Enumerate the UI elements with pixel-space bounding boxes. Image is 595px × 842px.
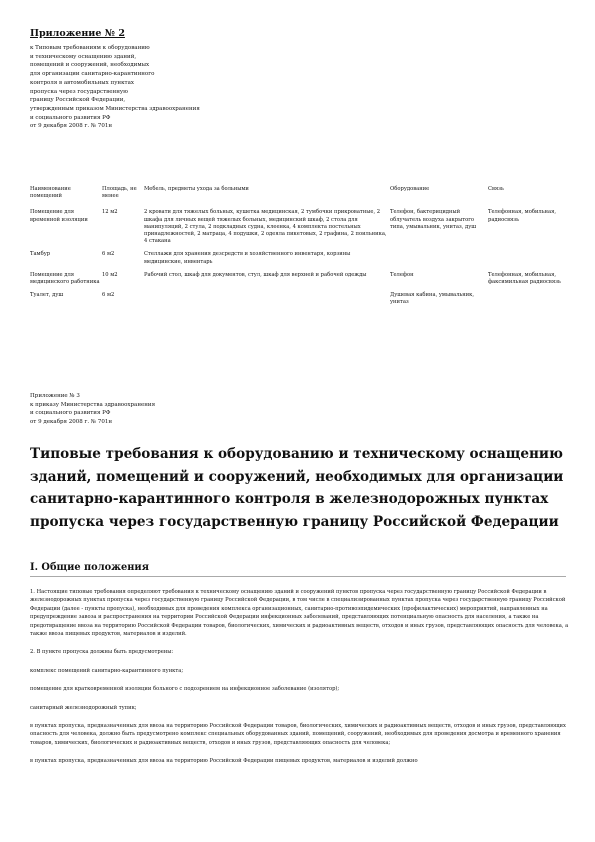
appendix-line: контроля в автомобильных пунктах: [30, 79, 134, 86]
table-cell: Рабочий стол, шкаф для документов, стул, шкаф для верхней и рабочей одежды: [144, 271, 367, 278]
appendix-line: границу Российской Федерации,: [30, 97, 126, 104]
table-cell: 6 м2: [102, 292, 115, 299]
appendix-line: Приложение № 3: [30, 393, 80, 399]
column-header: Мебель, предметы ухода за больными: [144, 186, 249, 192]
paragraph: 1. Настоящие типовые требования определяют требования к техническому оснащению зданий и сооружений пунктов пропуска через государственную границу Российской Федерации в железнодорожных пунктах пропуска через государственную границу Российской Федерации, в том числе в специализированных пунктах пропуска через государственную границу Российской Федерации (далее - пункты пропуска), необходимых для проведения комплекса организационных, санитарно-противоэпидемических (профилактических) мероприятий, направленных на предупреждение завоза и распространения на территории Российской Федерации инфекционных заболеваний, представляющих потенциальную опасность для населения, а также на предотвращение ввоза на территорию Российской Федерации товаров, биологических, химических и радиоактивных веществ, отходов и иных грузов, представляющих опасность для человека, а также ввоза пищевых продуктов, материалов и изделий.: [30, 589, 569, 638]
appendix-line: к Типовым требованиям к оборудованию: [30, 45, 150, 51]
table-cell: Помещение для временной изоляции: [30, 209, 88, 223]
appendix-line: от 9 декабря 2008 г. № 701н: [30, 123, 112, 130]
column-header: Связь: [488, 186, 504, 192]
section-divider: [30, 576, 566, 577]
table-cell: Телефон, бактерицидный облучатель воздуха закрытого типа, умывальник, унитаз, душ: [390, 209, 477, 230]
appendix-title: Приложение № 2: [30, 28, 125, 39]
appendix-line: для организации санитарно-карантинного: [30, 71, 155, 78]
table-cell: [390, 251, 488, 271]
paragraph: в пунктах пропуска, предназначенных для ввоза на территорию Российской Федерации товаров, биологических, химических и радиоактивных веществ, отходов и иных грузов, представляющих опасность для человека, должно быть предусмотрено комплекс специальных оборудованных зданий, помещений, сооружений, необходимых для проведения досмотра и временного хранения товаров, химических, биологических и радиоактивных веществ, отходов и иных грузов, представляющих опасность для человека;: [30, 723, 566, 746]
table-row: [30, 209, 570, 251]
appendix-line: к приказу Министерства здравоохранения: [30, 401, 156, 408]
table-cell: Телефонная, мобильная, факсимильная радиосвязь: [488, 271, 561, 286]
equipment-table: [30, 186, 570, 313]
document-body: [30, 588, 570, 776]
table-cell: [144, 292, 390, 312]
table-row: [30, 272, 570, 292]
table-cell: [488, 251, 570, 271]
document-title: Типовые требования к оборудованию и техническому оснащению зданий, помещений и сооружений, необходимых для организации санитарно-карантинного контроля в железнодорожных пунктах пропуска через государственную границу Российской Федерации: [30, 446, 564, 530]
appendix-3-reference: [30, 392, 155, 426]
appendix-reference: [30, 44, 200, 131]
table-cell: Телефонная, мобильная, радиосвязь: [488, 209, 556, 223]
table-cell: Тамбур: [30, 251, 51, 258]
paragraph: в пунктах пропуска, предназначенных для ввоза на территорию Российской Федерации пищевых продуктов, материалов и изделий должно: [30, 758, 418, 765]
table-cell: 10 м2: [102, 271, 118, 278]
appendix-line: пропуска через государственную: [30, 88, 128, 95]
table-cell: Стеллажи для хранения дезсредств и хозяйственного инвентаря, корзины медицинские, инвентарь: [144, 251, 351, 265]
paragraph: помещение для кратковременной изоляции больного с подозрением на инфекционное заболевание (изолятор);: [30, 686, 340, 693]
table-cell: 12 м2: [102, 209, 118, 216]
table-row: [30, 251, 570, 271]
table-cell: Помещение для медицинского работника: [30, 271, 100, 286]
paragraph: комплекс помещений санитарно-карантинного пункта;: [30, 667, 184, 674]
table-cell: Телефон: [390, 271, 414, 278]
appendix-line: и социального развития РФ: [30, 410, 111, 417]
appendix-line: от 9 декабря 2008 г. № 701н: [30, 418, 112, 425]
appendix-line: и техническому оснащению зданий,: [30, 53, 137, 60]
table-header-row: [30, 186, 570, 209]
table-cell: [488, 292, 570, 312]
appendix-line: и социального развития РФ: [30, 114, 111, 121]
table-cell: 2 кровати для тяжелых больных, кушетка медицинская, 2 тумбочки прикроватные, 2 шкафа для личных вещей тяжелых больных, медицинский шкаф, 2 стола для манипуляций, 2 стула, 2 подкладных судна, клеенка, 4 комплекта постельных принадлежностей, 2 матраца, 4 подушки, 2 одеяла пикетовых, 2 графина, 2 поильника, 4 стакана: [144, 209, 387, 245]
appendix-line: утвержденным приказом Министерства здравоохранения: [30, 105, 200, 112]
table-cell: Душевая кабина, умывальник, унитаз: [390, 292, 475, 306]
appendix-line: помещений и сооружений, необходимых: [30, 62, 150, 69]
table-cell: Туалет, душ: [30, 292, 64, 299]
column-header: Площадь, не менее: [102, 186, 137, 200]
paragraph: санитарный железнодорожный тупик;: [30, 704, 137, 711]
section-heading: I. Общие положения: [30, 562, 149, 573]
column-header: Оборудование: [390, 186, 430, 192]
table-row: [30, 292, 570, 312]
table-cell: 6 м2: [102, 251, 115, 258]
paragraph: 2. В пункте пропуска должны быть предусмотрены:: [30, 649, 174, 656]
column-header: Наименование помещений: [30, 186, 71, 200]
